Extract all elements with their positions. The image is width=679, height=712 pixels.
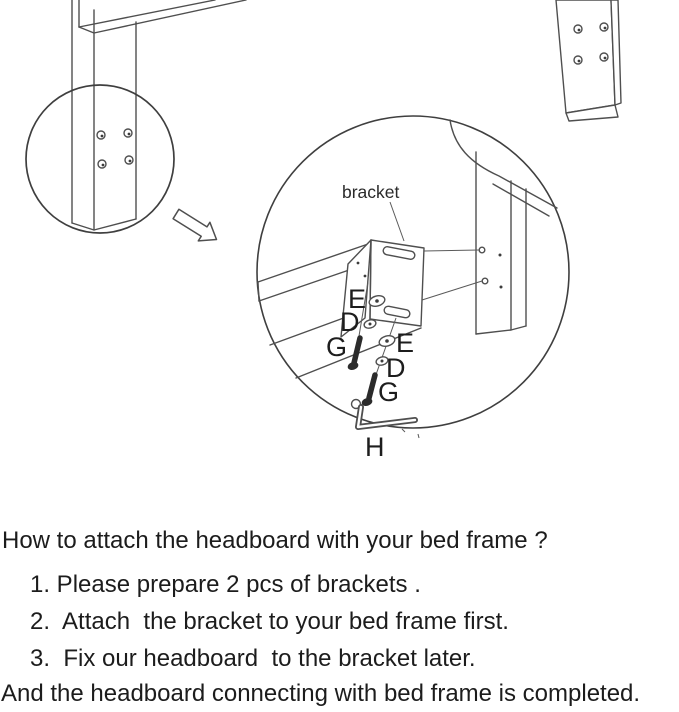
label-washer-E-2: E [396,328,415,358]
instruction-step-1: 1. Please prepare 2 pcs of brackets . [30,571,421,598]
bracket-leader-line [390,202,404,241]
label-washer-E-1: E [348,284,367,314]
pointer-line-bottom [422,281,482,300]
bracket-label: bracket [342,182,400,202]
label-bolt-G-2: G [378,377,400,407]
magnifier-circle [26,85,174,233]
label-washer-D-2: D [386,353,406,383]
instructions-heading: How to attach the headboard with your bed frame ? [2,527,548,554]
label-allen-key-H: H [365,432,385,462]
bed-frame-leg-drawing [556,0,621,121]
instructions-footer: And the headboard connecting with bed frame is completed. [1,680,641,707]
label-washer-D-1: D [340,307,360,337]
frame-leg-drawing [450,120,557,334]
instruction-step-3: 3. Fix our headboard to the bracket later. [30,645,476,672]
label-bolt-G-1: G [326,332,348,362]
leg-holes [97,129,133,168]
pointer-line-top [424,250,479,251]
instruction-step-2: 2. Attach the bracket to your bed frame first. [30,608,509,635]
zoom-arrow-icon [173,209,216,241]
